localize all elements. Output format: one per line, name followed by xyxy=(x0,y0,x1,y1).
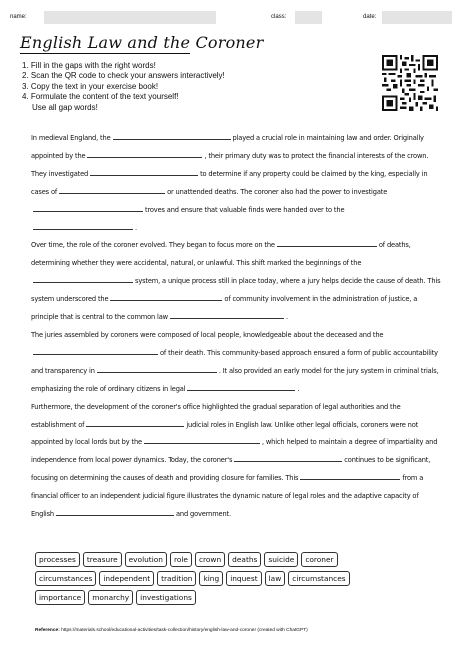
word-chip[interactable]: inquest xyxy=(226,571,261,586)
word-bank xyxy=(35,552,435,609)
gap-14[interactable] xyxy=(86,419,184,427)
gap-6[interactable] xyxy=(33,222,133,230)
paragraph-3: The juries assembled by coroners were composed of local people, knowledgeable about the deceased and theof their death. This community-based approach ensured a form of public accountability and transparency in . It also provided an early model for the jury system in criminal trials, emphasizing the role of ordinary citizens in legal . xyxy=(31,329,439,393)
gap-2[interactable] xyxy=(87,150,202,158)
word-bank-row-2 xyxy=(35,571,435,586)
name-label: name: xyxy=(10,14,27,20)
word-chip[interactable]: independent xyxy=(99,571,154,586)
word-chip[interactable]: evolution xyxy=(125,552,167,567)
word-chip[interactable]: circumstances xyxy=(288,571,349,586)
word-chip[interactable]: coroner xyxy=(301,552,337,567)
qr-code-icon[interactable] xyxy=(382,55,438,111)
class-label: class: xyxy=(271,14,287,20)
gap-1[interactable] xyxy=(113,132,231,140)
cloze-text xyxy=(31,129,441,523)
gap-9[interactable] xyxy=(110,293,222,301)
class-field[interactable] xyxy=(295,11,322,24)
gap-15[interactable] xyxy=(144,436,260,444)
word-chip[interactable]: processes xyxy=(35,552,80,567)
word-chip[interactable]: role xyxy=(170,552,192,567)
instruction-3: 3. Copy the text in your exercise book! xyxy=(22,81,159,91)
paragraph-4: Furthermore, the development of the coroner's office highlighted the gradual separation of legal authorities and the establishment of judicial roles in English law. Unlike other legal officials, coroners were not appointed by local lords but by the , which helped to maintain a degree of impartiality and independence from local power dynamics. Today, the coroner's continues to be significant, focusing on determining the causes of death and providing closure for families. This from a financial officer to an independent judicial figure illustrates the dynamic nature of legal roles and the adaptive capacity of English and government. xyxy=(31,401,438,519)
gap-4[interactable] xyxy=(59,186,165,194)
reference xyxy=(35,628,308,633)
gap-11[interactable] xyxy=(33,347,158,355)
title-underline xyxy=(20,53,190,54)
date-label: date: xyxy=(363,14,377,20)
word-chip[interactable]: law xyxy=(265,571,286,586)
word-chip[interactable]: deaths xyxy=(228,552,261,567)
gap-13[interactable] xyxy=(187,383,295,391)
gap-16[interactable] xyxy=(234,454,342,462)
gap-5[interactable] xyxy=(33,204,143,212)
instruction-1: 1. Fill in the gaps with the right words! xyxy=(22,61,156,70)
word-chip[interactable]: crown xyxy=(195,552,225,567)
word-chip[interactable]: monarchy xyxy=(88,590,133,605)
word-chip[interactable]: tradition xyxy=(157,571,196,586)
date-field[interactable] xyxy=(382,11,452,24)
gap-7[interactable] xyxy=(277,239,377,247)
gap-3[interactable] xyxy=(90,168,198,176)
reference-label: Reference: xyxy=(35,628,60,633)
instructions xyxy=(22,61,225,113)
worksheet-header xyxy=(8,8,452,28)
name-field[interactable] xyxy=(44,11,216,24)
word-chip[interactable]: circumstances xyxy=(35,571,96,586)
word-chip[interactable]: importance xyxy=(35,590,85,605)
word-chip[interactable]: investigations xyxy=(136,590,196,605)
instruction-4: 4. Formulate the content of the text yourself! xyxy=(22,92,179,102)
reference-link[interactable]: https://materials.school/educational-activities/task-collection/history/english-law-and-coroner (created with ChatGPT) xyxy=(61,628,308,633)
gap-10[interactable] xyxy=(170,311,284,319)
paragraph-2: Over time, the role of the coroner evolved. They began to focus more on the of deaths, determining whether they were accidental, natural, or unlawful. This shift marked the beginnings of thesystem, a unique process still in place today, where a jury helps decide the cause of death. This system underscored the of community involvement in the administration of justice, a principle that is central to the common law . xyxy=(31,240,441,322)
word-bank-row-1 xyxy=(35,552,435,567)
page-title: English Law and the Coroner xyxy=(20,33,264,52)
instruction-4-note: Use all gap words! xyxy=(32,102,98,112)
gap-12[interactable] xyxy=(97,365,217,373)
word-bank-row-3 xyxy=(35,590,435,605)
gap-17[interactable] xyxy=(300,472,400,480)
instruction-2: 2. Scan the QR code to check your answers interactively! xyxy=(22,71,225,81)
paragraph-1: In medieval England, the played a crucial role in maintaining law and order. Originally appointed by the , their primary duty was to protect the financial interests of the crown. They investigated to determine if any property could be claimed by the king, especially in cases of or unattended deaths. The coroner also had the power to investigatetroves and ensure that valuable finds were handed over to the. xyxy=(31,133,429,232)
gap-8[interactable] xyxy=(33,275,133,283)
word-chip[interactable]: treasure xyxy=(83,552,122,567)
word-chip[interactable]: suicide xyxy=(264,552,298,567)
word-chip[interactable]: king xyxy=(199,571,223,586)
gap-18[interactable] xyxy=(56,508,174,516)
